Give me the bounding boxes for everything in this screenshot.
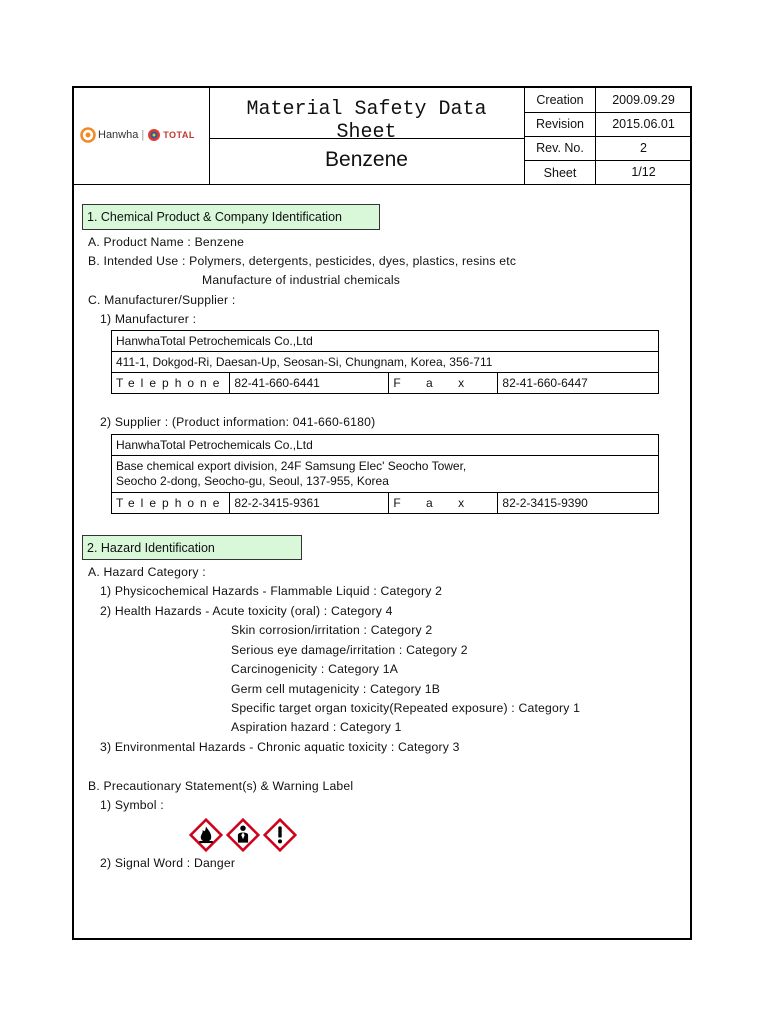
msds-sheet bbox=[72, 86, 692, 940]
health-hazard-carcinogenicity: Carcinogenicity : Category 1A bbox=[231, 662, 399, 676]
supplier-table bbox=[111, 434, 659, 514]
supplier-address-line-1: Base chemical export division, 24F Samsung Elec' Seocho Tower, bbox=[116, 459, 467, 473]
manufacturer-fax-label: F a x bbox=[389, 373, 498, 394]
intended-use-line bbox=[88, 254, 516, 268]
health-hazards: 2) Health Hazards - Acute toxicity (oral) : Category 4 bbox=[100, 604, 393, 618]
supplier-tel-label: Telephone bbox=[112, 493, 230, 514]
meta-revision-value: 2015.06.01 bbox=[612, 117, 675, 131]
product-name-line bbox=[88, 235, 244, 249]
manufacturer-company: HanwhaTotal Petrochemicals Co.,Ltd bbox=[112, 331, 659, 352]
physicochemical-hazards: 1) Physicochemical Hazards - Flammable Liquid : Category 2 bbox=[100, 584, 443, 598]
table-row bbox=[112, 493, 659, 514]
company-logo: Hanwha | TOTAL bbox=[80, 126, 210, 144]
manufacturer-fax: 82-41-660-6447 bbox=[498, 373, 659, 394]
health-hazard-eye: Serious eye damage/irritation : Category 2 bbox=[231, 643, 468, 657]
supplier-fax: 82-2-3415-9390 bbox=[498, 493, 659, 514]
product-name-label: A. Product Name : bbox=[88, 235, 191, 249]
meta-sheet-label: Sheet bbox=[543, 166, 577, 180]
meta-revno-value: 2 bbox=[640, 141, 647, 155]
flame-pictogram-icon bbox=[189, 818, 223, 852]
supplier-address bbox=[112, 456, 659, 493]
meta-row-rule-2 bbox=[524, 136, 690, 137]
meta-creation-value: 2009.09.29 bbox=[612, 93, 675, 107]
signal-word: 2) Signal Word : Danger bbox=[100, 856, 236, 870]
logo-hanwha-text: Hanwha bbox=[98, 129, 139, 141]
intended-use-value-2: Manufacture of industrial chemicals bbox=[202, 273, 401, 287]
table-row bbox=[112, 456, 659, 493]
health-hazard-pictogram-icon bbox=[226, 818, 260, 852]
exclamation-pictogram-icon bbox=[263, 818, 297, 852]
logo-total-text: TOTAL bbox=[163, 130, 195, 140]
meta-revision-label: Revision bbox=[536, 117, 584, 131]
supplier-company: HanwhaTotal Petrochemicals Co.,Ltd bbox=[112, 435, 659, 456]
health-hazard-aspiration: Aspiration hazard : Category 1 bbox=[231, 720, 402, 734]
intended-use-label: B. Intended Use : bbox=[88, 254, 186, 268]
manufacturer-table bbox=[111, 330, 659, 394]
intended-use-value-1: Polymers, detergents, pesticides, dyes, plastics, resins etc bbox=[189, 254, 517, 268]
hazard-category-label: A. Hazard Category : bbox=[88, 565, 206, 579]
product-title: Benzene bbox=[325, 148, 408, 171]
meta-row-rule-3 bbox=[524, 160, 690, 161]
meta-creation-label: Creation bbox=[536, 93, 584, 107]
supplier-fax-label: F a x bbox=[389, 493, 498, 514]
environmental-hazards: 3) Environmental Hazards - Chronic aquatic toxicity : Category 3 bbox=[100, 740, 460, 754]
health-hazard-organ-toxicity: Specific target organ toxicity(Repeated exposure) : Category 1 bbox=[231, 701, 581, 715]
manufacturer-label: 1) Manufacturer : bbox=[100, 312, 197, 326]
table-row bbox=[112, 373, 659, 394]
supplier-tel: 82-2-3415-9361 bbox=[230, 493, 389, 514]
section2-heading: 2. Hazard Identification bbox=[82, 535, 302, 560]
supplier-label: 2) Supplier : (Product information: 041-660-6180) bbox=[100, 415, 376, 429]
table-row bbox=[112, 331, 659, 352]
health-hazard-skin: Skin corrosion/irritation : Category 2 bbox=[231, 623, 433, 637]
table-row bbox=[112, 435, 659, 456]
symbol-label: 1) Symbol : bbox=[100, 798, 164, 812]
manufacturer-tel: 82-41-660-6441 bbox=[230, 373, 389, 394]
precautionary-label: B. Precautionary Statement(s) & Warning Label bbox=[88, 779, 354, 793]
table-row bbox=[112, 352, 659, 373]
meta-row-rule-1 bbox=[524, 112, 690, 113]
meta-sheet-value: 1/12 bbox=[631, 165, 656, 179]
manufacturer-supplier-label: C. Manufacturer/Supplier : bbox=[88, 293, 236, 307]
meta-revno-label: Rev. No. bbox=[536, 141, 584, 155]
document-title: Material Safety Data Sheet bbox=[246, 98, 487, 144]
manufacturer-tel-label: Telephone bbox=[112, 373, 230, 394]
supplier-address-line-2: Seocho 2-dong, Seocho-gu, Seoul, 137-955, Korea bbox=[116, 474, 389, 488]
section1-heading: 1. Chemical Product & Company Identification bbox=[82, 204, 380, 230]
product-name-value: Benzene bbox=[194, 235, 245, 249]
health-hazard-mutagenicity: Germ cell mutagenicity : Category 1B bbox=[231, 682, 441, 696]
hanwha-logo-icon bbox=[80, 127, 96, 143]
manufacturer-address: 411-1, Dokgod-Ri, Daesan-Up, Seosan-Si, Chungnam, Korea, 356-711 bbox=[112, 352, 659, 373]
total-logo-icon bbox=[147, 128, 161, 142]
header-bottom-rule bbox=[74, 184, 690, 185]
